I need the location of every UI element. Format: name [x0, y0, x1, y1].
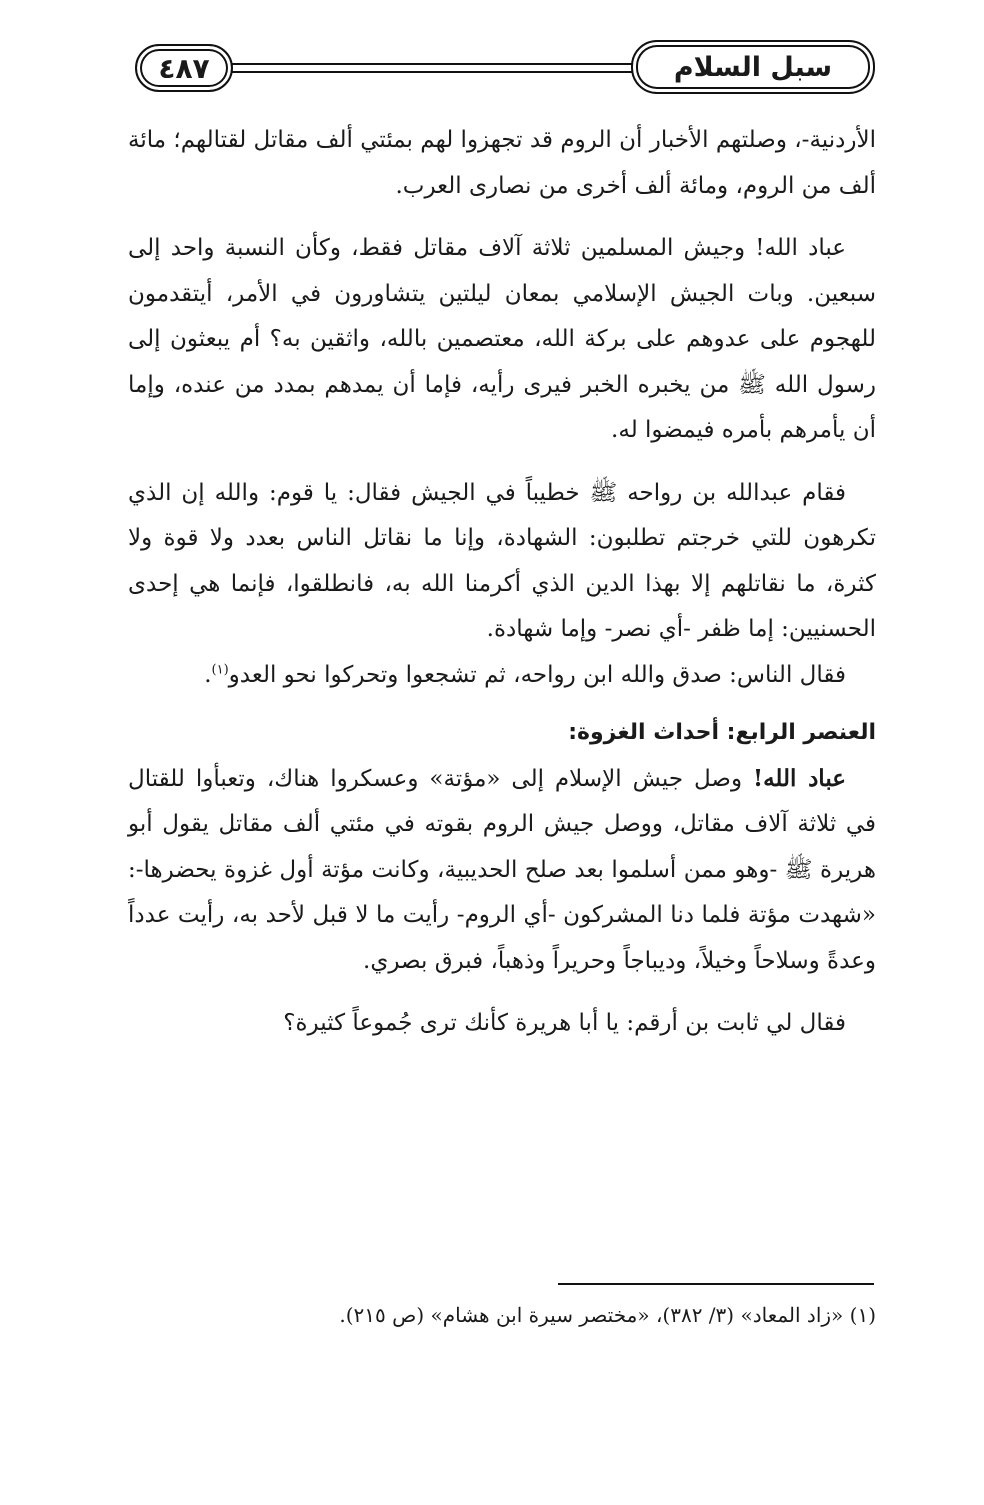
paragraph-4-text: فقال الناس: صدق والله ابن رواحه، ثم تشجعوا وتحركوا نحو العدو [228, 661, 846, 688]
book-title-frame [631, 40, 875, 94]
paragraph-2: عباد الله! وجيش المسلمين ثلاثة آلاف مقاتل فقط، وكأن النسبة واحد إلى سبعين. وبات الجيش الإسلامي بمعان ليلتين يتشاورون في الأمر، أيتقدمون للهجوم على عدوهم على بركة الله، معتصمين بالله، واثقين به؟ أم يبعثون إلى رسول الله ﷺ من يخبره الخبر فيرى رأيه، فإما أن يمدهم بمدد من عنده، وإما أن يأمرهم بأمره فيمضوا له. [128, 235, 876, 443]
header-double-rule [227, 63, 637, 73]
footnote: (١) «زاد المعاد» (٣/ ٣٨٢)، «مختصر سيرة ابن هشام» (ص ٢١٥). [339, 1303, 876, 1327]
paragraph-5-text: وصل جيش الإسلام إلى «مؤتة» وعسكروا هناك، وتعبأوا للقتال في ثلاثة آلاف مقاتل، ووصل جيش الروم بقوته في مئتي ألف مقاتل يقول أبو هريرة ﷺ -وهو ممن أسلموا بعد صلح الحديبية، وكانت مؤتة أول غزوة يحضرها-: «شهدت مؤتة فلما دنا المشركون -أي الروم- رأيت ما لا قبل لأحد به، رأيت عدداً وعدةً وسلاحاً وخيلاً، وديباجاً وحريراً وذهباً، فبرق بصري. [128, 765, 876, 974]
paragraph-1: الأردنية-، وصلتهم الأخبار أن الروم قد تجهزوا لهم بمئتي ألف مقاتل لقتالهم؛ مائة ألف من الروم، ومائة ألف أخرى من نصارى العرب. [128, 127, 876, 199]
paragraph-4 [128, 653, 876, 699]
paragraph-6: فقال لي ثابت بن أرقم: يا أبا هريرة كأنك ترى جُموعاً كثيرة؟ [283, 1010, 846, 1036]
paragraph-4-end: . [204, 661, 212, 688]
page-header [135, 40, 875, 96]
book-title: سبل السلام [673, 51, 833, 83]
page-body [128, 118, 876, 1047]
section-heading: العنصر الرابع: أحداث الغزوة: [568, 720, 876, 745]
paragraph-5 [128, 756, 876, 985]
paragraph-3: فقام عبدالله بن رواحه ﷺ خطيباً في الجيش فقال: يا قوم: والله إن الذي تكرهون للتي خرجتم تطلبون: الشهادة، وإنا ما نقاتل الناس بعدد ولا قوة ولا كثرة، ما نقاتلهم إلا بهذا الدين الذي أكرمنا الله به، فانطلقوا، فإنما هي إحدى الحسنيين: إما ظفر -أي نصر- وإما شهادة. [128, 479, 876, 642]
footnote-separator [558, 1283, 874, 1285]
page-number-frame [135, 44, 233, 92]
paragraph-5-lead: عباد الله! [753, 764, 846, 792]
page-number: ٤٨٧ [158, 51, 210, 85]
footnote-reference[interactable]: (١) [211, 661, 229, 677]
